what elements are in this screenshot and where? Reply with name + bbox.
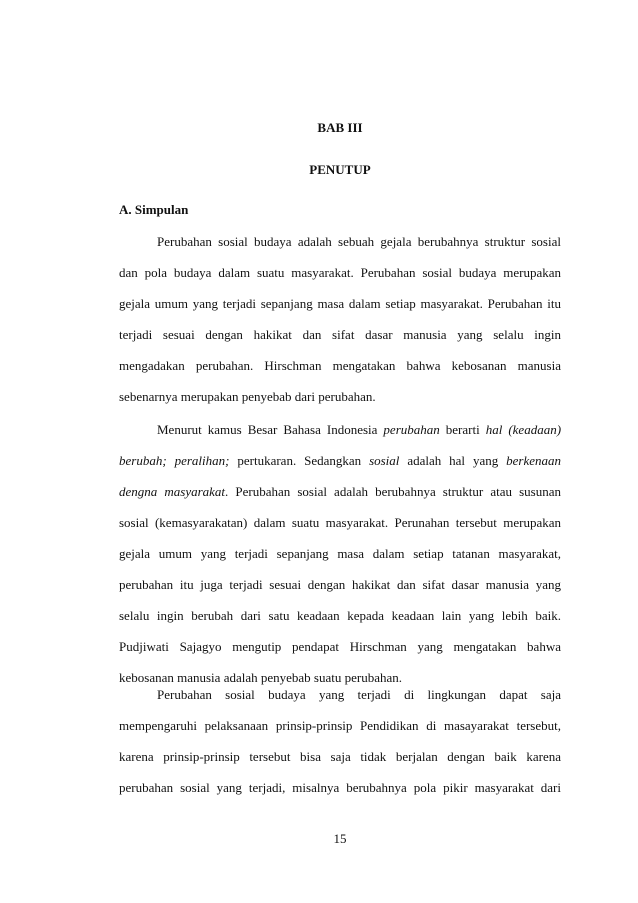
text-line: selalu ingin berubah dari satu keadaan kepada keadaan lain yang lebih baik. [119, 608, 561, 623]
section-heading: A. Simpulan [119, 202, 189, 217]
chapter-title: PENUTUP [309, 162, 371, 177]
text-run: pertukaran. Sedangkan [229, 453, 370, 468]
text-line: mengadakan perubahan. Hirschman mengatakan bahwa kebosanan manusia [119, 358, 561, 373]
text-run: adalah hal yang [399, 453, 507, 468]
italic-term: hal (keadaan) [485, 422, 562, 437]
text-line [119, 453, 561, 469]
italic-term: dengna masyarakat [119, 484, 226, 499]
text-line: gejala umum yang terjadi sepanjang masa dalam setiap tatanan masyarakat, [119, 546, 561, 561]
text-line: kebosanan manusia adalah penyebab suatu perubahan. [119, 670, 403, 685]
text-line: terjadi sesuai dengan hakikat dan sifat dasar manusia yang selalu ingin [119, 327, 561, 342]
italic-term: berkenaan [506, 453, 561, 468]
text-line: perubahan sosial yang terjadi, misalnya berubahnya pola pikir masyarakat dari [119, 780, 561, 795]
text-line: Perubahan sosial budaya yang terjadi di lingkungan dapat saja [157, 687, 561, 702]
text-line: gejala umum yang terjadi sepanjang masa dalam setiap masyarakat. Perubahan itu [119, 296, 561, 311]
text-line: perubahan itu juga terjadi sesuai dengan hakikat dan sifat dasar manusia yang [119, 577, 561, 592]
text-run: Menurut kamus Besar Bahasa Indonesia [157, 422, 384, 437]
page-number: 15 [333, 831, 347, 846]
text-line: karena prinsip-prinsip tersebut bisa saja tidak berjalan dengan baik karena [119, 749, 561, 764]
chapter-label: BAB III [317, 120, 363, 135]
text-line: sosial (kemasyarakatan) dalam suatu masyarakat. Perunahan tersebut merupakan [119, 515, 561, 530]
italic-term: sosial [369, 453, 400, 468]
italic-term: perubahan [383, 422, 440, 437]
italic-term: berubah; peralihan; [119, 453, 230, 468]
text-line: Pudjiwati Sajagyo mengutip pendapat Hirschman yang mengatakan bahwa [119, 639, 561, 654]
text-line [157, 422, 561, 438]
text-run: berarti [439, 422, 486, 437]
text-line [119, 484, 561, 500]
text-line: Perubahan sosial budaya adalah sebuah gejala berubahnya struktur sosial [157, 234, 561, 249]
text-run: . Perubahan sosial adalah berubahnya struktur atau susunan [225, 484, 561, 499]
text-line: dan pola budaya dalam suatu masyarakat. Perubahan sosial budaya merupakan [119, 265, 561, 280]
text-line: mempengaruhi pelaksanaan prinsip-prinsip Pendidikan di masayarakat tersebut, [119, 718, 561, 733]
text-line: sebenarnya merupakan penyebab dari perubahan. [119, 389, 376, 404]
